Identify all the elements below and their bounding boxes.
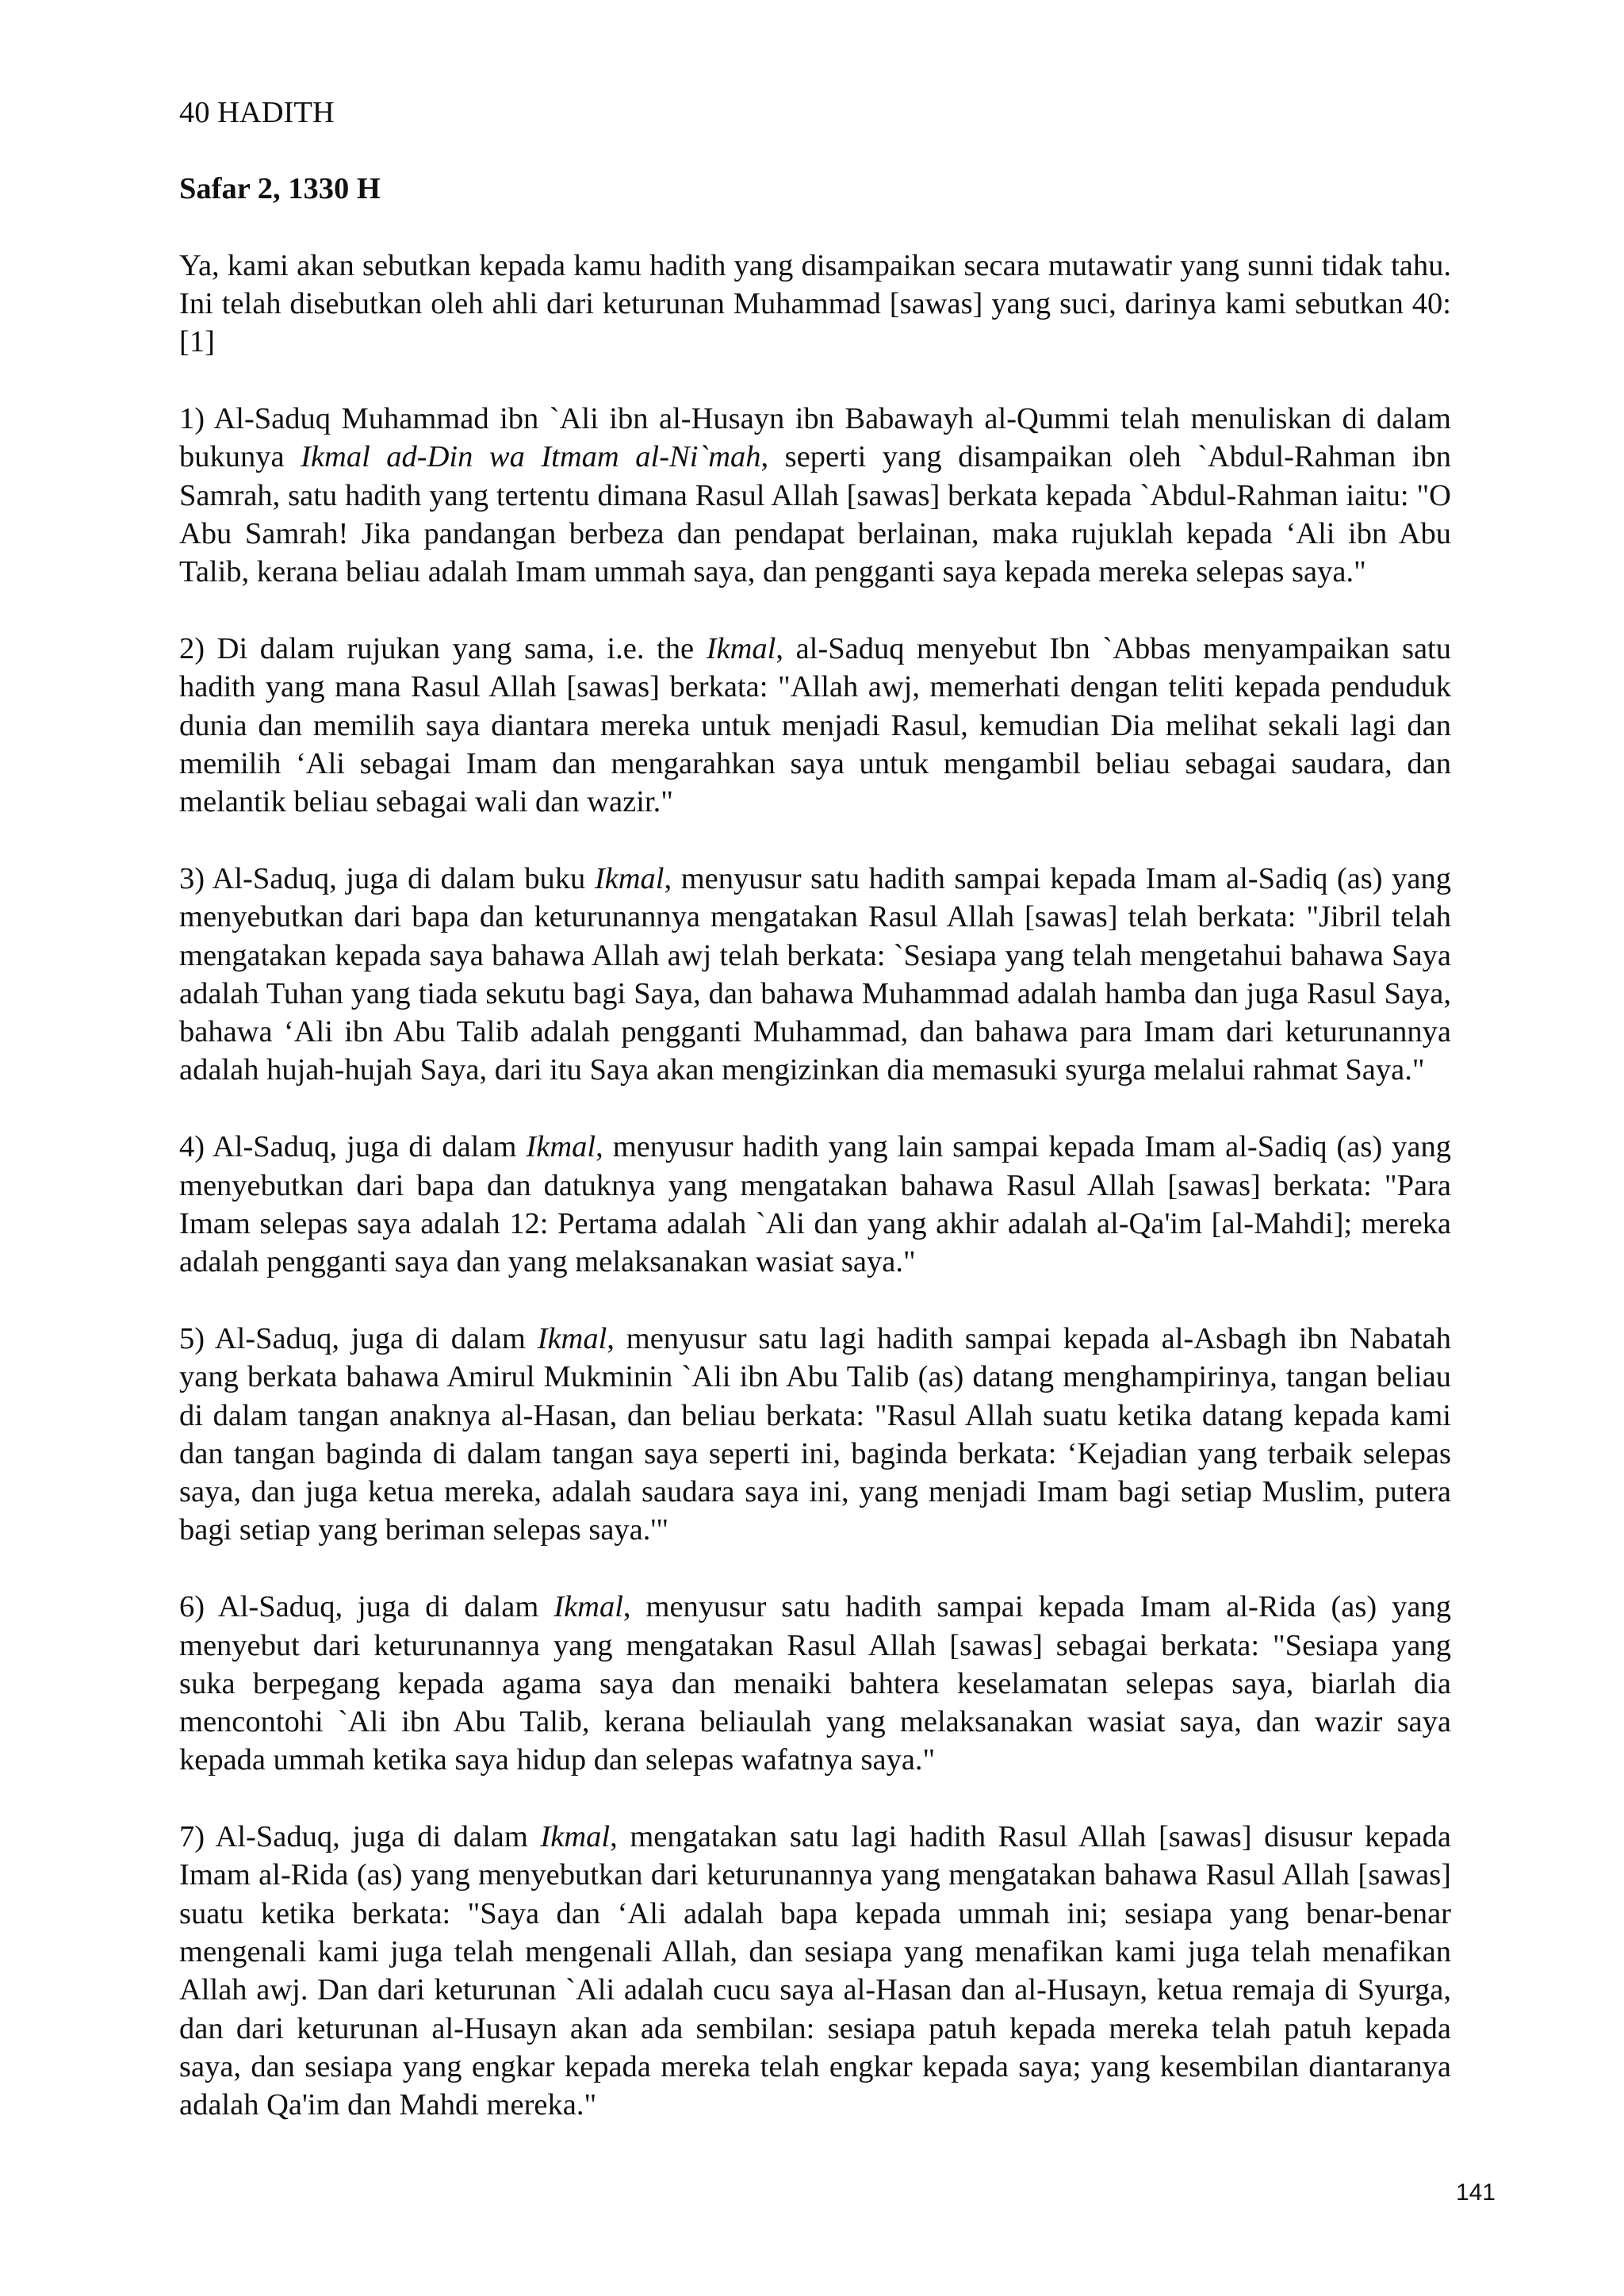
hadith-7-text-start: 7) Al-Saduq, juga di dalam [179,1820,541,1854]
hadith-5-book-title: Ikmal [537,1321,607,1355]
hadith-paragraph-7 [179,1818,1451,2124]
hadith-3-book-title: Ikmal [594,861,665,895]
hadith-1-book-title: Ikmal ad-Din wa Itmam al-Ni`mah [301,440,761,474]
hadith-6-text-end: , menyusur satu hadith sampai kepada Imam al-Rida (as) yang menyebut dari keturunannya yang mengatakan Rasul Allah [sawas] sebagai berkata: "Sesiapa yang suka berpegang kepada agama saya dan menaiki bahtera keselamatan selepas saya, biarlah dia mencontohi `Ali ibn Abu Talib, kerana beliaulah yang melaksanakan wasiat saya, dan wazir saya kepada ummah ketika saya hidup dan selepas wafatnya saya." [179,1590,1452,1777]
hadith-paragraph-4 [179,1128,1451,1281]
hadith-4-book-title: Ikmal [526,1130,596,1164]
intro-paragraph: Ya, kami akan sebutkan kepada kamu hadith yang disampaikan secara mutawatir yang sunni tidak tahu. Ini telah disebutkan oleh ahli dari keturunan Muhammad [sawas] yang suci, darinya kami sebutkan 40:[1] [179,248,1451,359]
hadith-4-text-end: , menyusur hadith yang lain sampai kepada Imam al-Sadiq (as) yang menyebutkan dari bapa dan datuknya yang mengatakan bahawa Rasul Allah [sawas] berkata: "Para Imam selepas saya adalah 12: Pertama adalah `Ali dan yang akhir adalah al-Qa'im [al-Mahdi]; mereka adalah pengganti saya dan yang melaksanakan wasiat saya." [179,1130,1451,1279]
hadith-7-book-title: Ikmal [540,1820,611,1854]
hadith-paragraph-5 [179,1320,1451,1550]
hadith-5-text-start: 5) Al-Saduq, juga di dalam [179,1321,538,1355]
hadith-6-text-start: 6) Al-Saduq, juga di dalam [179,1590,554,1624]
hadith-1-text-start: 1) Al-Saduq Muhammad ibn `Ali ibn al-Husayn ibn Babawayh al-Qummi telah menuliskan di dalam bukunya [179,401,1451,474]
hadith-4-text-start: 4) Al-Saduq, juga di dalam [179,1130,527,1164]
hadith-6-book-title: Ikmal [553,1590,623,1624]
hadith-7-text-end: , mengatakan satu lagi hadith Rasul Allah [sawas] disusur kepada Imam al-Rida (as) yang menyebutkan dari keturunannya yang mengatakan bahawa Rasul Allah [sawas] suatu ketika berkata: "Saya dan ‘Ali adalah bapa kepada ummah ini; sesiapa yang benar-benar mengenali kami juga telah mengenali Allah, dan sesiapa yang menafikan kami juga telah menafikan Allah awj. Dan dari keturunan `Ali adalah cucu saya al-Hasan dan al-Husayn, ketua remaja di Syurga, dan dari keturunan al-Husayn akan ada sembilan: sesiapa patuh kepada mereka telah patuh kepada saya, dan sesiapa yang engkar kepada mereka telah engkar kepada saya; yang kesembilan diantaranya adalah Qa'im dan Mahdi mereka." [179,1820,1451,2122]
hadith-2-text-start: 2) Di dalam rujukan yang sama, i.e. the [179,631,707,665]
hadith-3-text-start: 3) Al-Saduq, juga di dalam buku [179,861,595,895]
hadith-paragraph-6 [179,1588,1451,1779]
page-number: 141 [1455,2179,1496,2206]
document-date: Safar 2, 1330 H [179,172,381,206]
hadith-paragraph-2 [179,630,1451,821]
hadith-paragraph-3 [179,860,1451,1090]
document-body [179,94,1451,2163]
hadith-1-text-end: , seperti yang disampaikan oleh `Abdul-Rahman ibn Samrah, satu hadith yang tertentu dimana Rasul Allah [sawas] berkata kepada `Abdul-Rahman iaitu: "O Abu Samrah! Jika pandangan berbeza dan pendapat berlainan, maka rujuklah kepada ‘Ali ibn Abu Talib, kerana beliau adalah Imam ummah saya, dan pengganti saya kepada mereka selepas saya." [179,440,1451,589]
hadith-3-text-end: , menyusur satu hadith sampai kepada Imam al-Sadiq (as) yang menyebutkan dari bapa dan keturunannya mengatakan Rasul Allah [sawas] telah berkata: "Jibril telah mengatakan kepada saya bahawa Allah awj telah berkata: `Sesiapa yang telah mengetahui bahawa Saya adalah Tuhan yang tiada sekutu bagi Saya, dan bahawa Muhammad adalah hamba dan juga Rasul Saya, bahawa ‘Ali ibn Abu Talib adalah pengganti Muhammad, dan bahawa para Imam dari keturunannya adalah hujah-hujah Saya, dari itu Saya akan mengizinkan dia memasuki syurga melalui rahmat Saya." [179,861,1451,1087]
hadith-paragraph-1 [179,400,1451,591]
hadith-5-text-end: , menyusur satu lagi hadith sampai kepada al-Asbagh ibn Nabatah yang berkata bahawa Amirul Mukminin `Ali ibn Abu Talib (as) datang menghampirinya, tangan beliau di dalam tangan anaknya al-Hasan, dan beliau berkata: "Rasul Allah suatu ketika datang kepada kami dan tangan baginda di dalam tangan saya seperti ini, baginda berkata: ‘Kejadian yang terbaik selepas saya, dan juga ketua mereka, adalah saudara saya ini, yang menjadi Imam bagi setiap Muslim, putera bagi setiap yang beriman selepas saya.'" [179,1321,1452,1547]
hadith-2-book-title: Ikmal [706,631,776,665]
document-heading: 40 HADITH [179,96,335,129]
hadith-2-text-end: , al-Saduq menyebut Ibn `Abbas menyampaikan satu hadith yang mana Rasul Allah [sawas] berkata: "Allah awj, memerhati dengan teliti kepada penduduk dunia dan memilih saya diantara mereka untuk menjadi Rasul, kemudian Dia melihat sekali lagi dan memilih ‘Ali sebagai Imam dan mengarahkan saya untuk mengambil beliau sebagai saudara, dan melantik beliau sebagai wali dan wazir." [179,631,1451,819]
